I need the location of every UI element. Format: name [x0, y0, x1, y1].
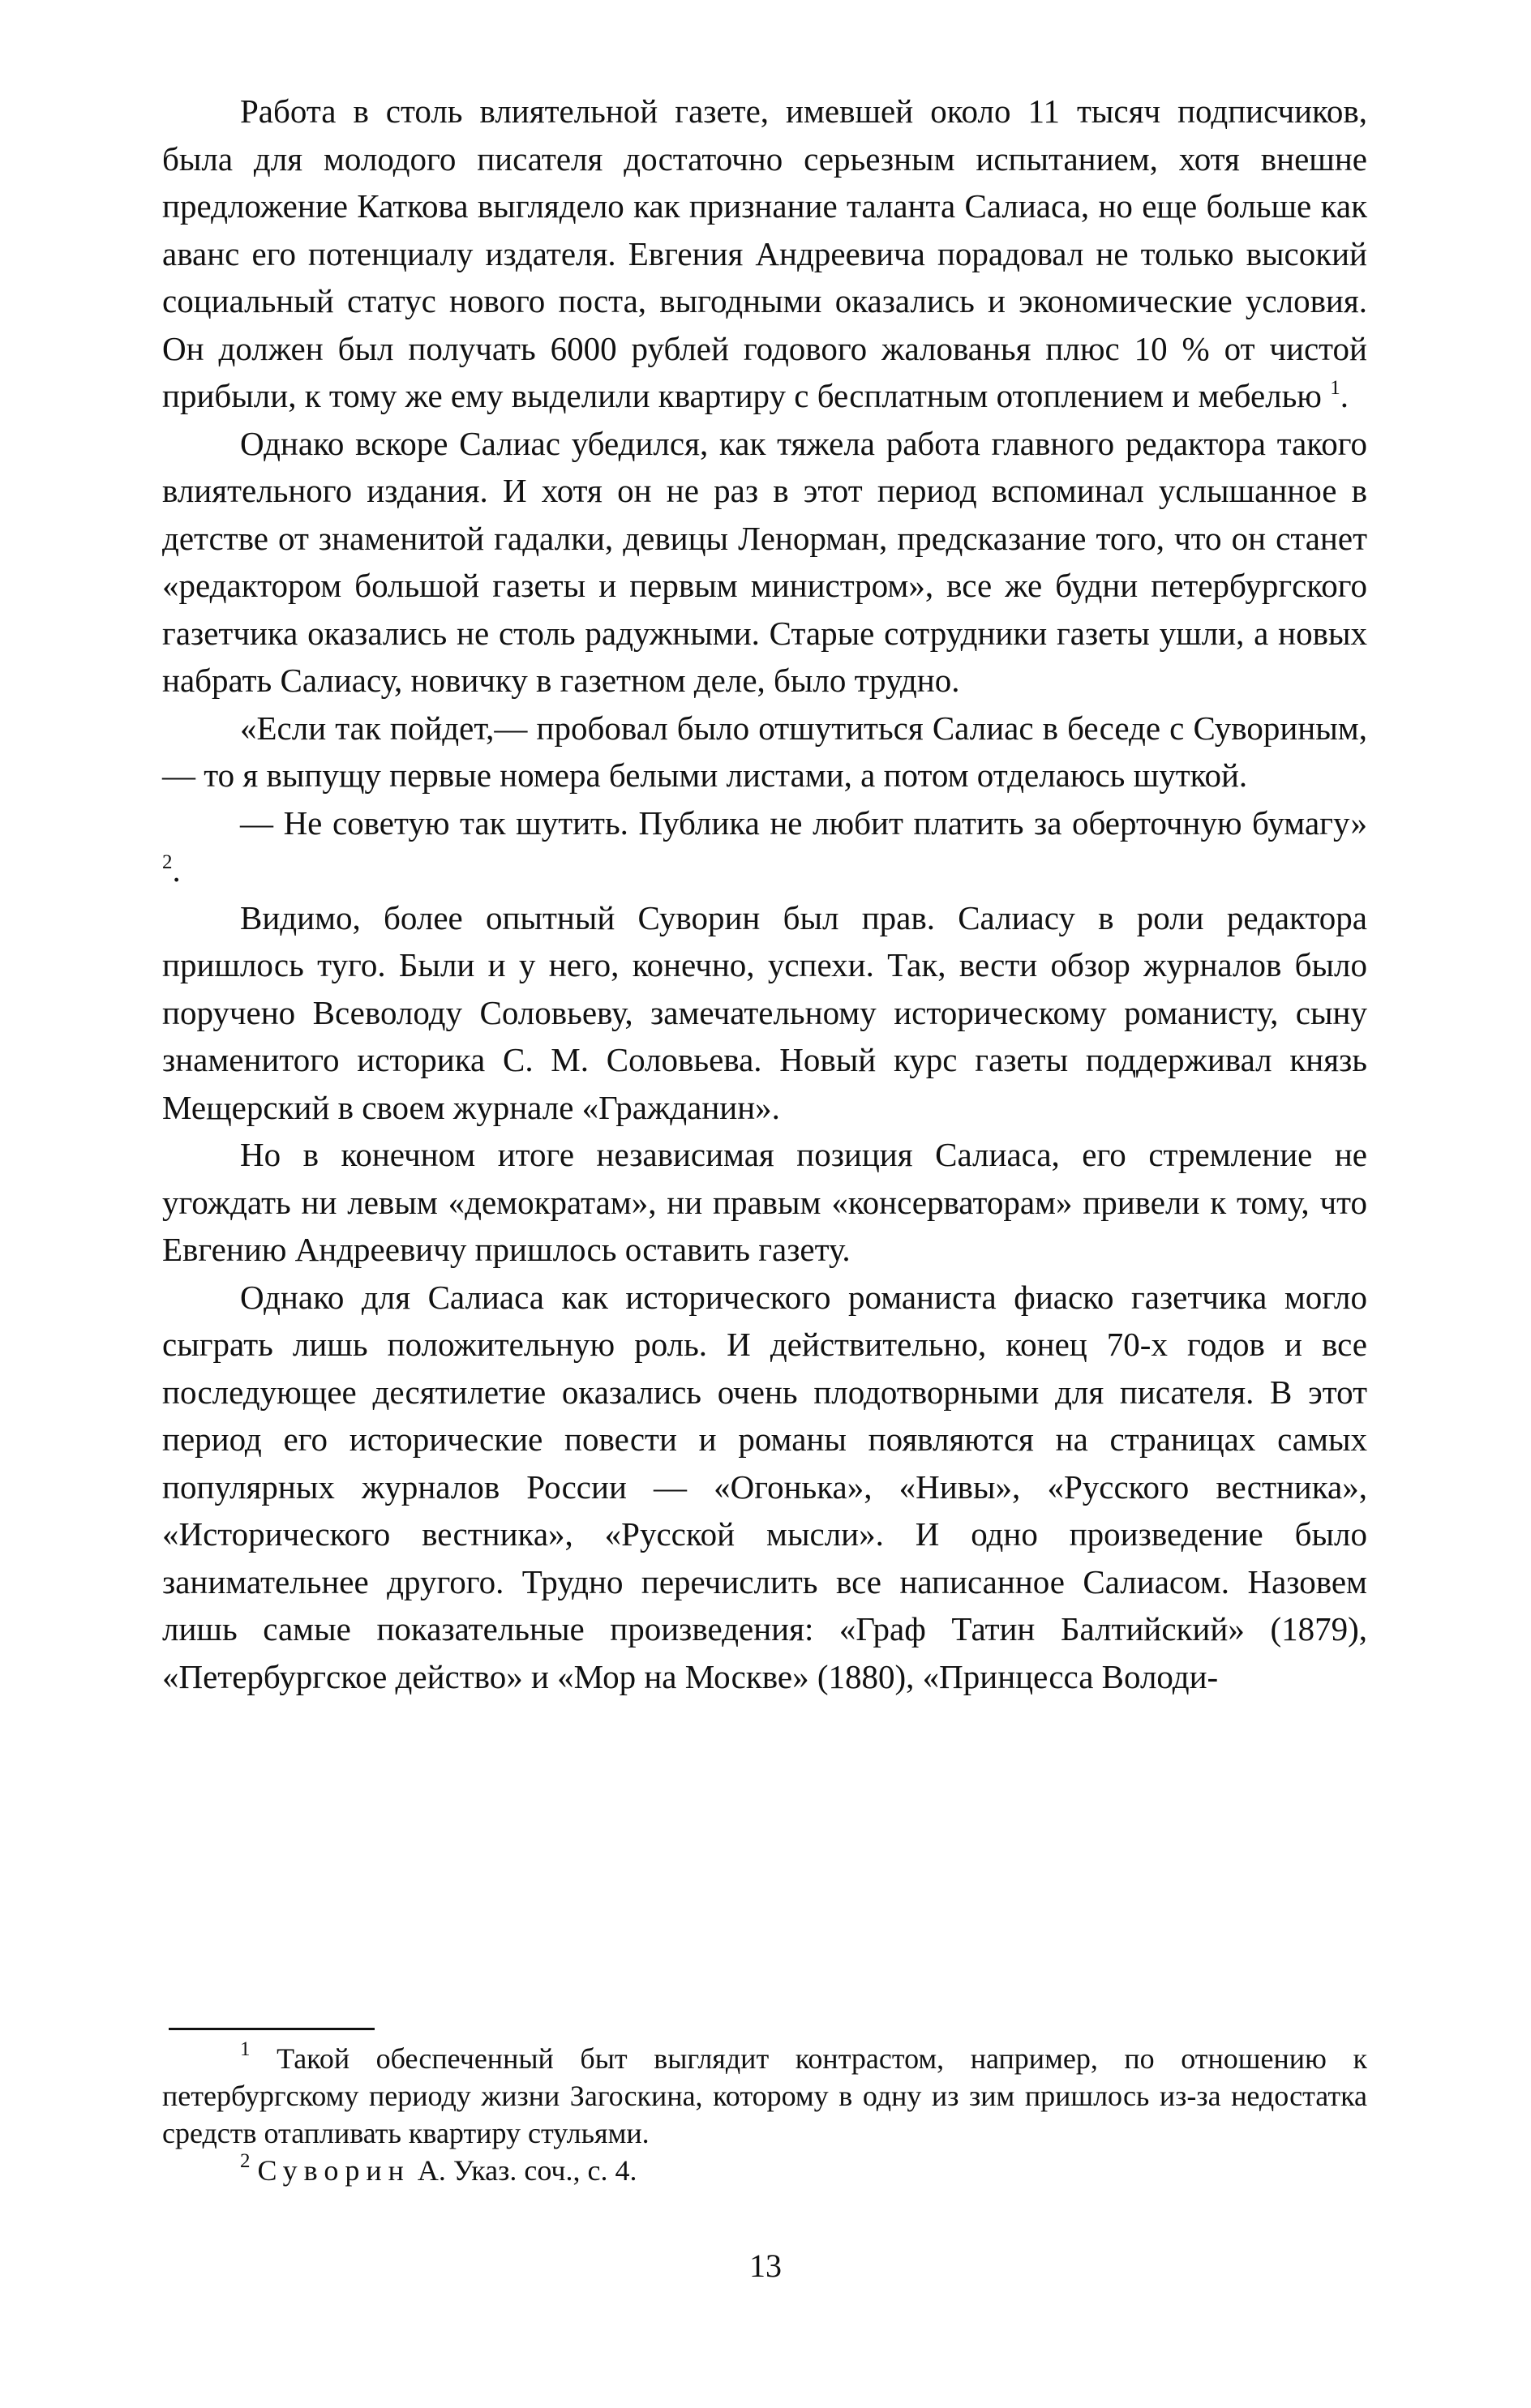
- paragraph-tail: .: [172, 851, 181, 889]
- paragraph: [162, 1131, 1367, 1274]
- paragraph: [162, 88, 1367, 420]
- main-text: [162, 88, 1367, 1700]
- footnote: [162, 2152, 1367, 2189]
- paragraph: [162, 894, 1367, 1132]
- paragraph-text: Но в конечном итоге независимая позиция Салиаса, его стремление не угождать ни левым «демократам», ни правым «консерваторам» привели к тому, что Евгению Андреевичу пришлось оставить газету.: [162, 1136, 1367, 1268]
- footnote-divider: [169, 2028, 375, 2030]
- footnote-text: А. Указ. соч., с. 4.: [417, 2154, 637, 2187]
- paragraph: [162, 705, 1367, 799]
- paragraph-text: Видимо, более опытный Суворин был прав. Салиасу в роли редактора пришлось туго. Были и у него, конечно, успехи. Так, вести обзор журналов было поручено Всеволоду Соловьеву, замечательному историческому романисту, сыну знаменитого историка С. М. Соловьева. Новый курс газеты поддерживал князь Мещерский в своем журнале «Гражданин».: [162, 898, 1367, 1126]
- footnote-mark: 2: [240, 2150, 251, 2172]
- footnote-author: Суворин: [257, 2154, 410, 2187]
- paragraph-text: Однако для Салиаса как исторического романиста фиаско газетчика могло сыграть лишь положительную роль. И действительно, конец 70-х годов и все последующее десятилетие оказались очень плодотворными для писателя. В этот период его исторические повести и романы появляются на страницах самых популярных журналов России — «Огонька», «Нивы», «Русского вестника», «Исторического вестника», «Русской мысли». И одно произведение было занимательнее другого. Трудно перечислить все написанное Салиасом. Назовем лишь самые показательные произведения: «Граф Татин Балтийский» (1879), «Петербургское действо» и «Мор на Москве» (1880), «Принцесса Володи-: [162, 1278, 1367, 1695]
- footnotes: [162, 2040, 1367, 2189]
- footnote-reference[interactable]: 2: [162, 851, 173, 873]
- footnote: [162, 2040, 1367, 2152]
- paragraph-text: Работа в столь влиятельной газете, имевшей около 11 тысяч подписчиков, была для молодого писателя достаточно серьезным испытанием, хотя внешне предложение Каткова выглядело как признание таланта Салиаса, но еще больше как аванс его потенциалу издателя. Евгения Андреевича порадовал не только высокий социальный статус нового поста, выгодными оказались и экономические условия. Он должен был получать 6000 рублей годового жалованья плюс 10 % от чистой прибыли, к тому же ему выделили квартиру с бесплатным отоплением и мебелью: [162, 92, 1367, 414]
- footnote-reference[interactable]: 1: [1330, 377, 1340, 399]
- paragraph-text: — Не советую так шутить. Публика не любит платить за оберточную бумагу»: [240, 803, 1367, 842]
- paragraph: [162, 799, 1367, 894]
- page-number: 13: [749, 2247, 782, 2284]
- footnote-mark: 1: [240, 2038, 251, 2060]
- paragraph: [162, 1274, 1367, 1701]
- paragraph-text: Однако вскоре Салиас убедился, как тяжела работа главного редактора такого влиятельного издания. И хотя он не раз в этот период вспоминал услышанное в детстве от знаменитой гадалки, девицы Ленорман, предсказание того, что он станет «редактором большой газеты и первым министром», все же будни петербургского газетчика оказались не столь радужными. Старые сотрудники газеты ушли, а новых набрать Салиасу, новичку в газетном деле, было трудно.: [162, 424, 1367, 699]
- footnote-text: Такой обеспеченный быт выглядит контрастом, например, по отношению к петербургскому периоду жизни Загоскина, которому в одну из зим пришлось из-за недостатка средств отапливать квартиру стульями.: [162, 2042, 1367, 2149]
- paragraph: [162, 420, 1367, 705]
- paragraph-tail: .: [1340, 377, 1349, 414]
- paragraph-text: «Если так пойдет,— пробовал было отшутиться Салиас в беседе с Сувориным,— то я выпущу первые номера белыми листами, а потом отделаюсь шуткой.: [162, 709, 1367, 794]
